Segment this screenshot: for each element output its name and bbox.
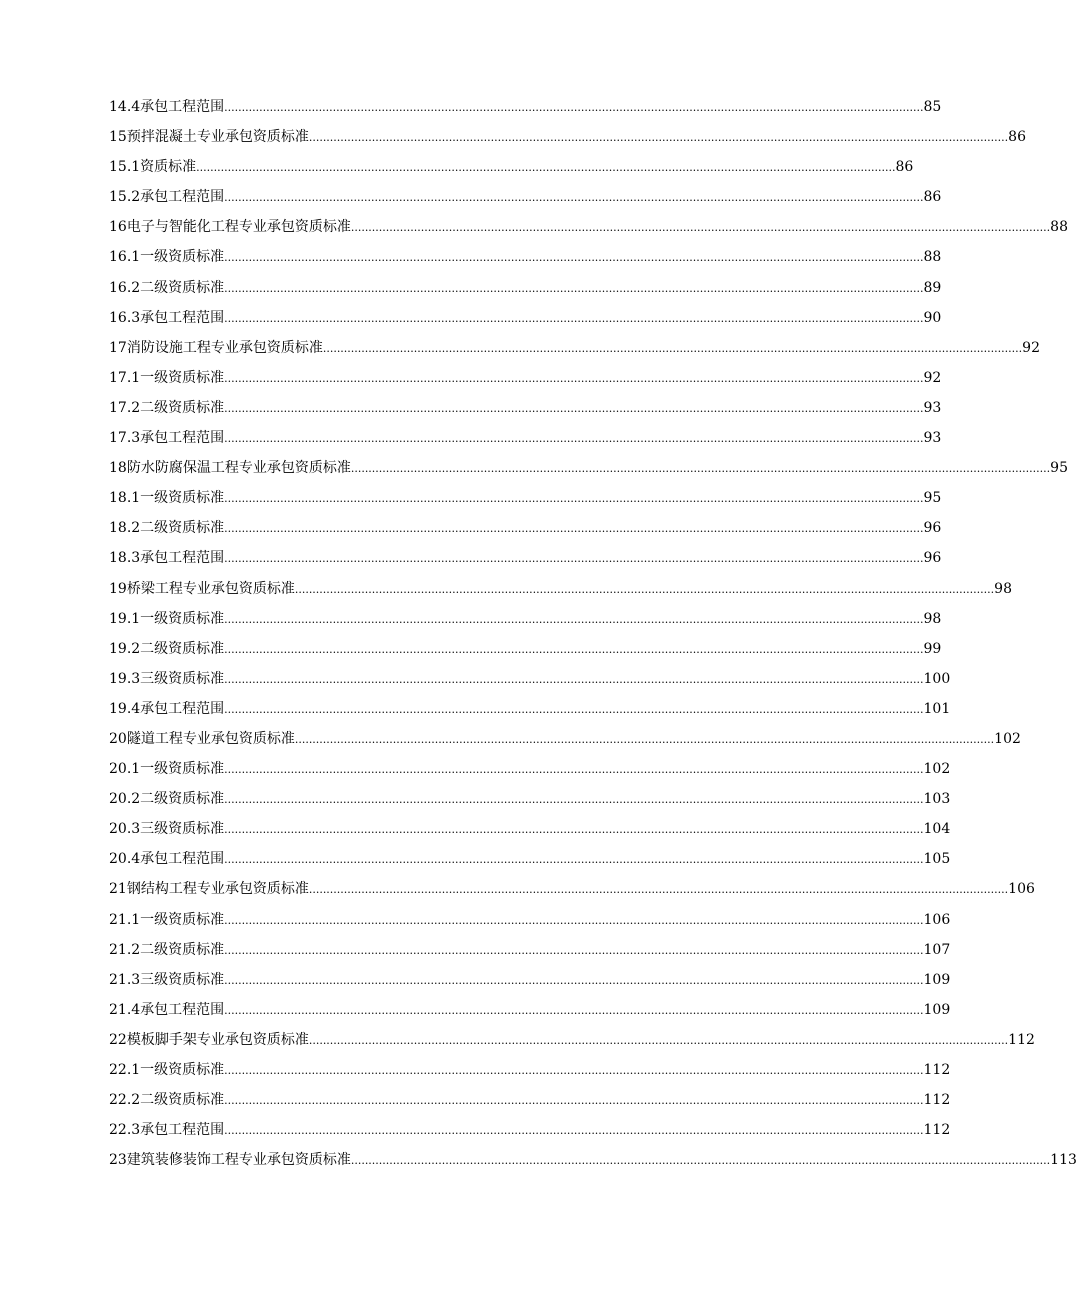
toc-page-number: 107: [923, 941, 951, 958]
toc-entry-title: 19桥梁工程专业承包资质标准: [109, 580, 295, 597]
toc-entry[interactable]: [109, 1115, 951, 1145]
toc-dot-leader: ........................................................................................................................................................................................................: [224, 191, 924, 205]
toc-page-number: 85: [923, 99, 942, 115]
toc-entry[interactable]: [109, 423, 942, 453]
toc-entry[interactable]: [109, 1055, 951, 1085]
toc-entry[interactable]: [109, 634, 942, 664]
toc-page-number: 102: [923, 761, 951, 778]
toc-entry[interactable]: [109, 905, 951, 935]
toc-entry-title: 21.2二级资质标准: [109, 941, 225, 958]
toc-dot-leader: ........................................................................................................................................................................................................: [308, 1033, 1009, 1047]
toc-page-number: 92: [923, 369, 942, 386]
toc-dot-leader: ........................................................................................................................................................................................................: [224, 913, 924, 927]
toc-entry-title: 21钢结构工程专业承包资质标准: [109, 881, 309, 898]
toc-entry[interactable]: [109, 844, 951, 874]
toc-page-number: 112: [923, 1062, 951, 1078]
toc-dot-leader: ........................................................................................................................................................................................................: [224, 1003, 924, 1017]
toc-entry-title: 19.4承包工程范围: [109, 700, 225, 717]
toc-entry[interactable]: [109, 754, 951, 784]
toc-entry[interactable]: [109, 92, 942, 122]
toc-dot-leader: ........................................................................................................................................................................................................: [224, 522, 924, 536]
toc-page-number: 109: [923, 971, 951, 988]
toc-entry-title: 15.1资质标准: [109, 159, 197, 176]
toc-entry-title: 21.1一级资质标准: [109, 911, 225, 928]
toc-dot-leader: ........................................................................................................................................................................................................: [350, 462, 1051, 476]
toc-page-number: 106: [923, 911, 951, 928]
toc-dot-leader: ........................................................................................................................................................................................................: [224, 943, 924, 957]
toc-dot-leader: ........................................................................................................................................................................................................: [224, 1094, 924, 1108]
toc-entry-title: 22.2二级资质标准: [109, 1092, 225, 1109]
toc-entry-title: 19.2二级资质标准: [109, 640, 225, 657]
toc-dot-leader: ........................................................................................................................................................................................................: [224, 1124, 924, 1138]
toc-page-number: 88: [923, 249, 942, 266]
toc-dot-leader: ........................................................................................................................................................................................................: [294, 582, 995, 596]
toc-dot-leader: ........................................................................................................................................................................................................: [224, 672, 924, 686]
toc-entry[interactable]: [109, 152, 914, 182]
toc-page-number: 89: [923, 279, 942, 296]
toc-entry-title: 17.2二级资质标准: [109, 399, 225, 416]
toc-entry-title: 22.1一级资质标准: [109, 1062, 225, 1078]
toc-entry-title: 21.3三级资质标准: [109, 971, 225, 988]
toc-entry-title: 23建筑装修装饰工程专业承包资质标准: [109, 1152, 351, 1169]
toc-entry[interactable]: [109, 995, 951, 1025]
toc-page-number: 86: [923, 189, 942, 206]
toc-entry-title: 17.1一级资质标准: [109, 369, 225, 386]
toc-entry-title: 18.3承包工程范围: [109, 550, 225, 567]
toc-entry[interactable]: [109, 935, 951, 965]
toc-entry-title: 20.3三级资质标准: [109, 821, 225, 838]
toc-page-number: 109: [923, 1001, 951, 1018]
toc-entry[interactable]: [109, 393, 942, 423]
toc-dot-leader: ........................................................................................................................................................................................................: [224, 793, 924, 807]
toc-dot-leader: ........................................................................................................................................................................................................: [308, 131, 1009, 145]
toc-entry-title: 20隧道工程专业承包资质标准: [109, 730, 295, 747]
toc-entry[interactable]: [109, 1145, 1077, 1175]
toc-entry[interactable]: [109, 182, 942, 212]
toc-entry-title: 21.4承包工程范围: [109, 1001, 225, 1018]
toc-dot-leader: ........................................................................................................................................................................................................: [350, 221, 1051, 235]
toc-entry-title: 20.4承包工程范围: [109, 851, 225, 868]
toc-dot-leader: ........................................................................................................................................................................................................: [224, 763, 924, 777]
toc-entry-title: 19.3三级资质标准: [109, 670, 225, 687]
toc-entry[interactable]: [109, 483, 942, 513]
toc-dot-leader: ........................................................................................................................................................................................................: [224, 702, 924, 716]
toc-page-number: 88: [1050, 219, 1068, 236]
toc-entry-title: 22.3承包工程范围: [109, 1122, 225, 1139]
toc-entry[interactable]: [109, 965, 951, 995]
toc-page-number: 98: [994, 580, 1012, 597]
toc-entry-title: 16.1一级资质标准: [109, 249, 225, 266]
toc-page-number: 100: [923, 670, 951, 687]
toc-page-number: 93: [923, 399, 942, 416]
toc-entry[interactable]: [109, 273, 942, 303]
toc-dot-leader: ........................................................................................................................................................................................................: [196, 161, 896, 175]
toc-page-number: 93: [923, 430, 942, 447]
toc-entry[interactable]: [109, 574, 1012, 604]
toc-page-number: 98: [923, 610, 942, 627]
toc-page-number: 95: [1050, 460, 1068, 477]
toc-entry-title: 17消防设施工程专业承包资质标准: [109, 339, 323, 356]
toc-entry-title: 15预拌混凝土专业承包资质标准: [109, 129, 309, 146]
toc-page-number: 112: [923, 1122, 951, 1139]
toc-entry-title: 19.1一级资质标准: [109, 610, 225, 627]
toc-entry[interactable]: [109, 543, 942, 573]
toc-page-number: 99: [923, 640, 942, 657]
toc-entry[interactable]: [109, 1085, 951, 1115]
toc-entry-title: 22模板脚手架专业承包资质标准: [109, 1031, 309, 1048]
toc-dot-leader: ........................................................................................................................................................................................................: [322, 341, 1023, 355]
toc-page-number: 92: [1022, 339, 1040, 356]
toc-entry[interactable]: [109, 664, 951, 694]
toc-page-number: 105: [923, 851, 951, 868]
toc-entry-title: 20.1一级资质标准: [109, 761, 225, 778]
toc-page-number: 113: [1050, 1152, 1077, 1169]
toc-dot-leader: ........................................................................................................................................................................................................: [224, 401, 924, 415]
toc-page-number: 106: [1008, 881, 1035, 898]
toc-page-number: 86: [1008, 129, 1026, 146]
toc-dot-leader: ........................................................................................................................................................................................................: [224, 101, 924, 114]
table-of-contents: [109, 92, 1077, 1175]
toc-page-number: 95: [923, 490, 942, 507]
toc-entry[interactable]: [109, 122, 1026, 152]
toc-page-number: 90: [923, 309, 942, 326]
toc-dot-leader: ........................................................................................................................................................................................................: [224, 853, 924, 867]
toc-dot-leader: ........................................................................................................................................................................................................: [224, 281, 924, 295]
toc-entry[interactable]: [109, 604, 942, 634]
toc-entry-title: 14.4承包工程范围: [109, 99, 225, 115]
toc-page-number: 96: [923, 520, 942, 537]
toc-dot-leader: ........................................................................................................................................................................................................: [224, 251, 924, 265]
toc-dot-leader: ........................................................................................................................................................................................................: [224, 311, 924, 325]
toc-entry[interactable]: [109, 453, 1068, 483]
toc-entry[interactable]: [109, 784, 951, 814]
toc-entry[interactable]: [109, 242, 942, 272]
toc-page-number: 96: [923, 550, 942, 567]
toc-entry-title: 18防水防腐保温工程专业承包资质标准: [109, 460, 351, 477]
toc-page-number: 112: [1008, 1031, 1035, 1048]
toc-entry-title: 16.3承包工程范围: [109, 309, 225, 326]
toc-dot-leader: ........................................................................................................................................................................................................: [224, 612, 924, 626]
toc-dot-leader: ........................................................................................................................................................................................................: [224, 823, 924, 837]
toc-entry-title: 16电子与智能化工程专业承包资质标准: [109, 219, 351, 236]
toc-dot-leader: ........................................................................................................................................................................................................: [350, 1154, 1051, 1168]
toc-entry[interactable]: [109, 513, 942, 543]
toc-dot-leader: ........................................................................................................................................................................................................: [294, 732, 995, 746]
toc-dot-leader: ........................................................................................................................................................................................................: [224, 371, 924, 385]
toc-entry-title: 15.2承包工程范围: [109, 189, 225, 206]
toc-entry[interactable]: [109, 874, 1035, 904]
toc-page-number: 101: [923, 700, 951, 717]
toc-page-number: 103: [923, 791, 951, 808]
toc-dot-leader: ........................................................................................................................................................................................................: [224, 973, 924, 987]
toc-entry-title: 18.2二级资质标准: [109, 520, 225, 537]
toc-dot-leader: ........................................................................................................................................................................................................: [224, 492, 924, 506]
toc-entry[interactable]: [109, 814, 951, 844]
toc-dot-leader: ........................................................................................................................................................................................................: [224, 552, 924, 566]
toc-page-number: 104: [923, 821, 951, 838]
toc-dot-leader: ........................................................................................................................................................................................................: [308, 883, 1009, 897]
toc-entry[interactable]: [109, 694, 951, 724]
toc-entry[interactable]: [109, 333, 1040, 363]
toc-entry-title: 17.3承包工程范围: [109, 430, 225, 447]
toc-entry[interactable]: [109, 1025, 1035, 1055]
toc-entry[interactable]: [109, 363, 942, 393]
toc-dot-leader: ........................................................................................................................................................................................................: [224, 432, 924, 446]
toc-entry-title: 20.2二级资质标准: [109, 791, 225, 808]
toc-entry-title: 18.1一级资质标准: [109, 490, 225, 507]
toc-entry[interactable]: [109, 303, 942, 333]
toc-page-number: 86: [895, 159, 914, 176]
toc-page-number: 112: [923, 1092, 951, 1109]
toc-dot-leader: ........................................................................................................................................................................................................: [224, 1064, 924, 1077]
toc-page-number: 102: [994, 730, 1021, 747]
toc-entry[interactable]: [109, 724, 1021, 754]
toc-entry-title: 16.2二级资质标准: [109, 279, 225, 296]
toc-dot-leader: ........................................................................................................................................................................................................: [224, 642, 924, 656]
toc-entry[interactable]: [109, 212, 1068, 242]
